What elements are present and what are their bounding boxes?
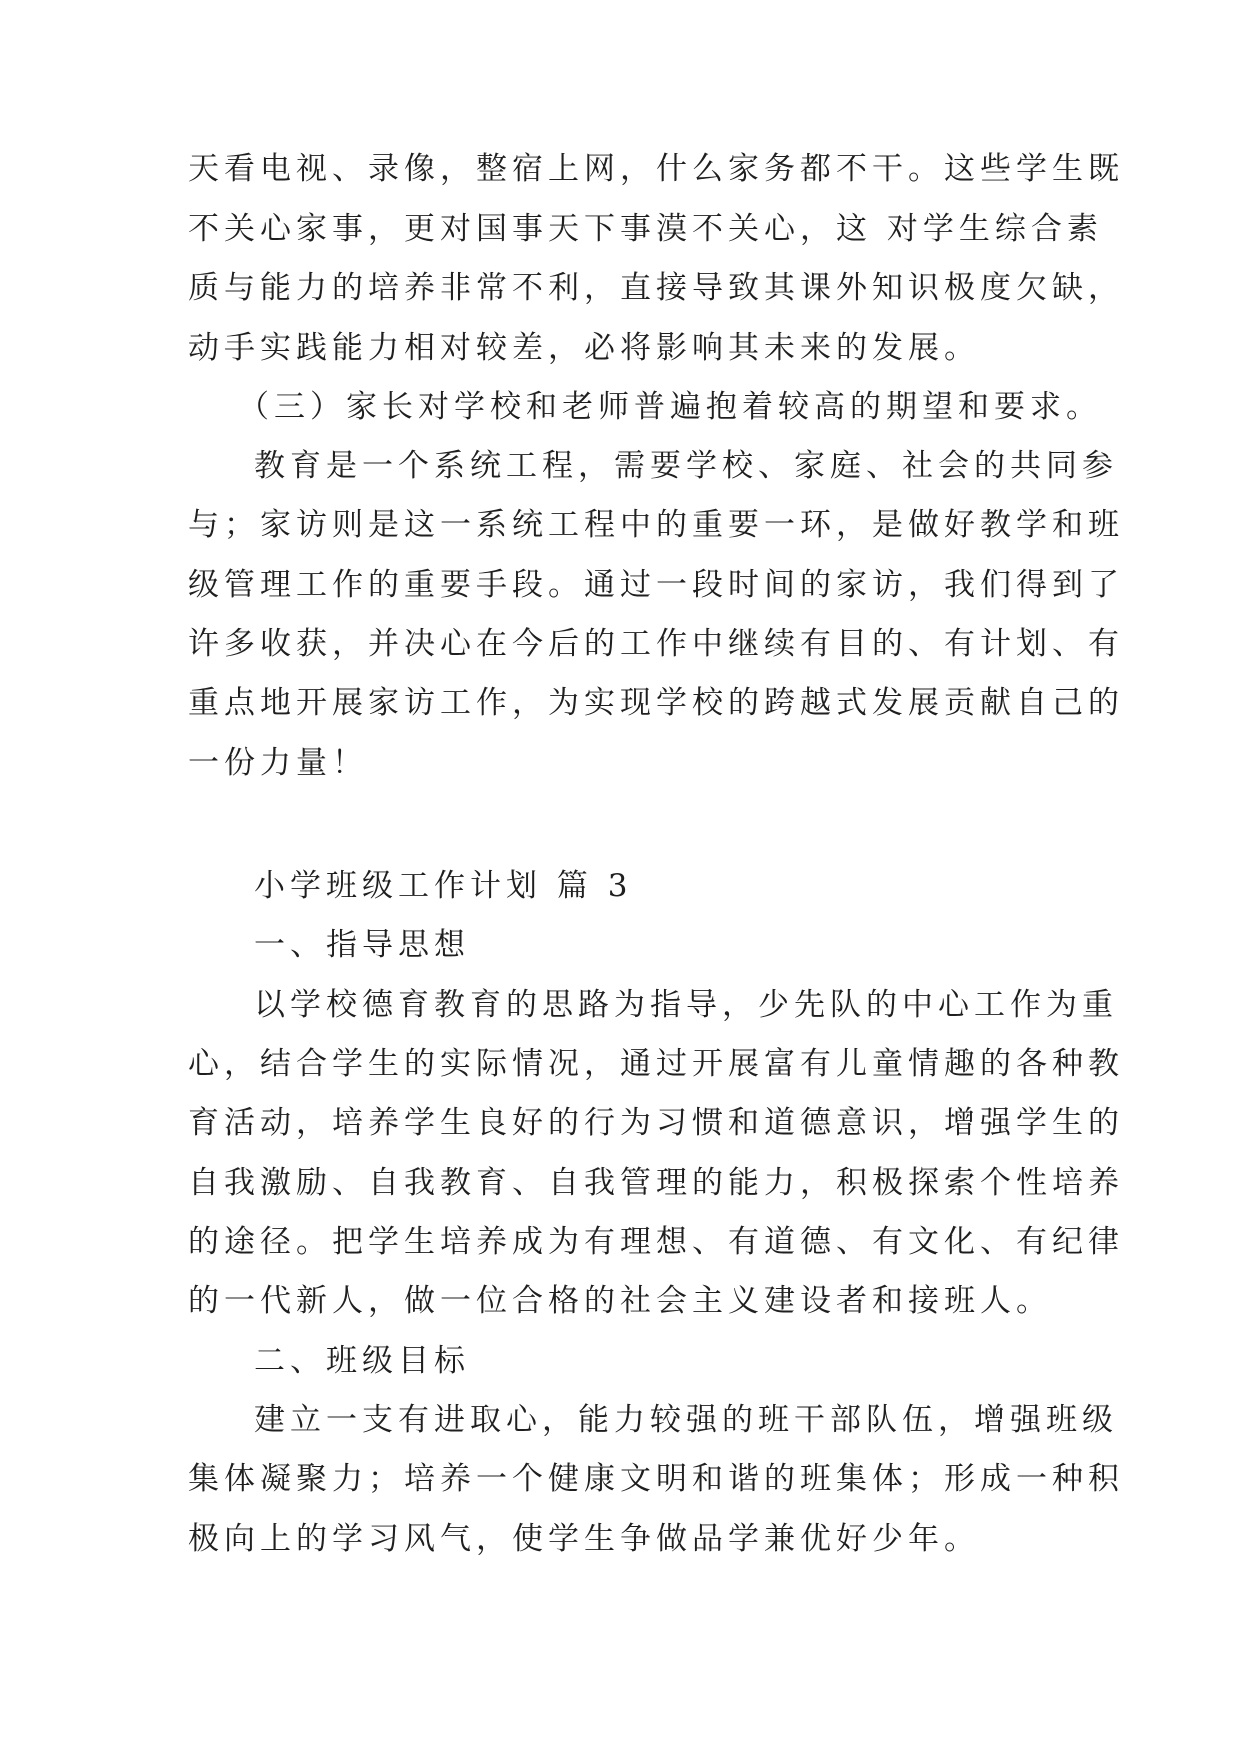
paragraph-line: 动手实践能力相对较差，必将影响其未来的发展。 (188, 330, 980, 366)
section-heading: （三）家长对学校和老师普遍抱着较高的期望和要求。 (238, 389, 1102, 425)
section-heading: 二、班级目标 (254, 1343, 470, 1379)
paragraph-line: 一份力量！ (188, 745, 368, 781)
section-heading: 一、指导思想 (254, 927, 470, 963)
paragraph-line: 级管理工作的重要手段。通过一段时间的家访，我们得到了 (188, 567, 1124, 603)
paragraph-line: 重点地开展家访工作，为实现学校的跨越式发展贡献自己的 (188, 685, 1124, 721)
paragraph-line: 天看电视、录像，整宿上网，什么家务都不干。这些学生既 (188, 151, 1124, 187)
paragraph-line: 教育是一个系统工程，需要学校、家庭、社会的共同参 (254, 448, 1118, 484)
paragraph-line: 心，结合学生的实际情况，通过开展富有儿童情趣的各种教 (188, 1046, 1124, 1082)
article-title: 小学班级工作计划 篇 3 (254, 868, 633, 904)
paragraph-line: 以学校德育教育的思路为指导，少先队的中心工作为重 (254, 987, 1118, 1023)
paragraph-line: 育活动，培养学生良好的行为习惯和道德意识，增强学生的 (188, 1105, 1124, 1141)
paragraph-line: 自我激励、自我教育、自我管理的能力，积极探索个性培养 (188, 1165, 1124, 1201)
paragraph-line: 的一代新人，做一位合格的社会主义建设者和接班人。 (188, 1283, 1052, 1319)
paragraph-line: 许多收获，并决心在今后的工作中继续有目的、有计划、有 (188, 626, 1124, 662)
paragraph-line: 建立一支有进取心，能力较强的班干部队伍，增强班级 (254, 1402, 1118, 1438)
paragraph-line: 集体凝聚力；培养一个健康文明和谐的班集体；形成一种积 (188, 1461, 1124, 1497)
paragraph-line: 质与能力的培养非常不利，直接导致其课外知识极度欠缺， (188, 270, 1124, 306)
paragraph-line: 的途径。把学生培养成为有理想、有道德、有文化、有纪律 (188, 1224, 1124, 1260)
paragraph-line: 极向上的学习风气，使学生争做品学兼优好少年。 (188, 1521, 980, 1557)
paragraph-line: 与；家访则是这一系统工程中的重要一环，是做好教学和班 (188, 507, 1124, 543)
paragraph-line: 不关心家事，更对国事天下事漠不关心，这 对学生综合素 (188, 211, 1103, 247)
